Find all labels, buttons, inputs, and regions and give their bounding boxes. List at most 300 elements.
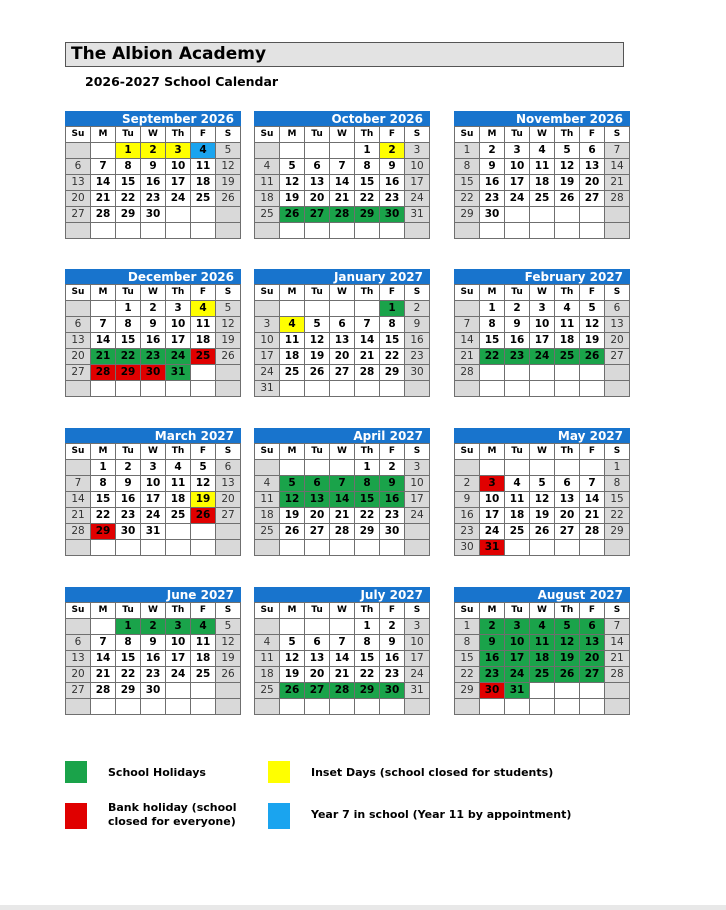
day-cell: 28	[330, 683, 355, 699]
day-cell: 13	[66, 175, 91, 191]
day-cell: 22	[116, 349, 141, 365]
empty-day-cell	[480, 365, 505, 381]
day-cell: 29	[116, 365, 141, 381]
day-cell: 28	[91, 207, 116, 223]
day-cell: 13	[216, 476, 241, 492]
weekday-header: W	[141, 444, 166, 460]
empty-day-cell	[116, 699, 141, 715]
month-calendar	[65, 428, 241, 556]
day-cell: 1	[455, 143, 480, 159]
day-cell: 29	[605, 524, 630, 540]
empty-day-cell	[166, 223, 191, 239]
day-cell: 11	[166, 476, 191, 492]
day-cell: 19	[280, 191, 305, 207]
weekday-header: F	[580, 127, 605, 143]
weekday-header: Th	[166, 285, 191, 301]
day-cell: 19	[530, 508, 555, 524]
weekday-header: W	[330, 127, 355, 143]
day-cell: 12	[555, 159, 580, 175]
day-cell: 3	[405, 143, 430, 159]
day-cell: 15	[116, 333, 141, 349]
empty-day-cell	[191, 381, 216, 397]
empty-day-cell	[580, 540, 605, 556]
empty-day-cell	[191, 699, 216, 715]
empty-day-cell	[555, 683, 580, 699]
month-title: August 2027	[454, 587, 630, 602]
day-cell: 4	[255, 476, 280, 492]
day-cell: 11	[505, 492, 530, 508]
day-cell: 14	[605, 635, 630, 651]
empty-day-cell	[605, 699, 630, 715]
day-cell: 12	[280, 651, 305, 667]
weekday-header: W	[530, 285, 555, 301]
day-cell: 4	[255, 159, 280, 175]
month-calendar	[254, 111, 430, 239]
day-cell: 22	[455, 667, 480, 683]
day-cell: 29	[91, 524, 116, 540]
month-calendar	[454, 111, 630, 239]
day-cell: 10	[255, 333, 280, 349]
day-cell: 4	[530, 619, 555, 635]
day-cell: 13	[66, 333, 91, 349]
day-cell: 10	[505, 159, 530, 175]
day-cell: 4	[255, 635, 280, 651]
day-cell: 3	[166, 301, 191, 317]
day-cell: 17	[166, 333, 191, 349]
empty-day-cell	[580, 381, 605, 397]
empty-day-cell	[355, 381, 380, 397]
day-cell: 24	[166, 667, 191, 683]
day-cell: 29	[455, 207, 480, 223]
empty-day-cell	[66, 540, 91, 556]
empty-day-cell	[605, 365, 630, 381]
empty-day-cell	[166, 699, 191, 715]
day-cell: 28	[605, 667, 630, 683]
weekday-header: Th	[166, 127, 191, 143]
weekday-header: Tu	[505, 603, 530, 619]
day-cell: 22	[605, 508, 630, 524]
empty-day-cell	[91, 540, 116, 556]
empty-day-cell	[505, 540, 530, 556]
day-cell: 26	[216, 349, 241, 365]
weekday-header: F	[380, 603, 405, 619]
day-cell: 28	[605, 191, 630, 207]
empty-day-cell	[555, 381, 580, 397]
day-cell: 28	[455, 365, 480, 381]
day-cell: 11	[191, 635, 216, 651]
day-cell: 7	[91, 159, 116, 175]
day-cell: 12	[216, 317, 241, 333]
empty-day-cell	[280, 540, 305, 556]
empty-day-cell	[305, 619, 330, 635]
day-cell: 20	[330, 349, 355, 365]
empty-day-cell	[280, 460, 305, 476]
day-cell: 18	[530, 651, 555, 667]
weekday-header: M	[91, 444, 116, 460]
day-cell: 2	[141, 143, 166, 159]
day-cell: 2	[480, 143, 505, 159]
day-cell: 6	[330, 317, 355, 333]
day-cell: 25	[191, 349, 216, 365]
day-cell: 12	[280, 492, 305, 508]
day-cell: 10	[141, 476, 166, 492]
empty-day-cell	[480, 381, 505, 397]
day-cell: 17	[505, 651, 530, 667]
day-cell: 7	[355, 317, 380, 333]
weekday-header: S	[605, 603, 630, 619]
day-cell: 8	[455, 635, 480, 651]
day-cell: 27	[580, 667, 605, 683]
weekday-header: Su	[255, 127, 280, 143]
day-cell: 15	[605, 492, 630, 508]
weekday-header: M	[480, 285, 505, 301]
day-cell: 14	[330, 651, 355, 667]
day-cell: 29	[116, 683, 141, 699]
empty-day-cell	[66, 143, 91, 159]
weekday-header: M	[91, 285, 116, 301]
day-cell: 5	[305, 317, 330, 333]
day-cell: 19	[580, 333, 605, 349]
day-cell: 31	[480, 540, 505, 556]
day-cell: 3	[255, 317, 280, 333]
day-cell: 8	[480, 317, 505, 333]
day-cell: 17	[480, 508, 505, 524]
day-cell: 15	[355, 651, 380, 667]
day-cell: 14	[355, 333, 380, 349]
day-cell: 16	[405, 333, 430, 349]
day-cell: 27	[66, 365, 91, 381]
day-cell: 8	[355, 159, 380, 175]
weekday-header: M	[280, 603, 305, 619]
day-cell: 8	[380, 317, 405, 333]
empty-day-cell	[355, 301, 380, 317]
month-grid	[254, 443, 430, 556]
weekday-header: W	[330, 603, 355, 619]
day-cell: 31	[166, 365, 191, 381]
day-cell: 24	[166, 349, 191, 365]
weekday-header: S	[605, 127, 630, 143]
weekday-header: S	[216, 603, 241, 619]
month-calendar	[454, 428, 630, 556]
empty-day-cell	[216, 365, 241, 381]
day-cell: 16	[480, 175, 505, 191]
day-cell: 12	[580, 317, 605, 333]
day-cell: 30	[455, 540, 480, 556]
weekday-header: Su	[255, 285, 280, 301]
day-cell: 8	[116, 317, 141, 333]
day-cell: 14	[330, 492, 355, 508]
day-cell: 27	[305, 683, 330, 699]
day-cell: 18	[191, 175, 216, 191]
day-cell: 17	[405, 651, 430, 667]
day-cell: 28	[91, 683, 116, 699]
day-cell: 18	[166, 492, 191, 508]
weekday-header: M	[480, 127, 505, 143]
day-cell: 13	[580, 159, 605, 175]
empty-day-cell	[191, 524, 216, 540]
day-cell: 26	[280, 683, 305, 699]
day-cell: 16	[141, 175, 166, 191]
day-cell: 21	[605, 651, 630, 667]
empty-day-cell	[530, 460, 555, 476]
day-cell: 13	[305, 651, 330, 667]
empty-day-cell	[405, 699, 430, 715]
empty-day-cell	[530, 223, 555, 239]
day-cell: 8	[355, 476, 380, 492]
day-cell: 19	[191, 492, 216, 508]
empty-day-cell	[405, 381, 430, 397]
day-cell: 16	[505, 333, 530, 349]
day-cell: 23	[480, 667, 505, 683]
day-cell: 3	[405, 619, 430, 635]
empty-day-cell	[191, 207, 216, 223]
weekday-header: Su	[455, 444, 480, 460]
weekday-header: F	[191, 603, 216, 619]
day-cell: 22	[355, 191, 380, 207]
empty-day-cell	[116, 381, 141, 397]
day-cell: 3	[505, 619, 530, 635]
day-cell: 13	[305, 175, 330, 191]
day-cell: 5	[280, 159, 305, 175]
day-cell: 25	[191, 667, 216, 683]
empty-day-cell	[505, 365, 530, 381]
weekday-header: Th	[355, 603, 380, 619]
month-calendar	[254, 428, 430, 556]
month-grid	[65, 284, 241, 397]
day-cell: 9	[405, 317, 430, 333]
day-cell: 27	[330, 365, 355, 381]
day-cell: 25	[530, 191, 555, 207]
empty-day-cell	[480, 460, 505, 476]
weekday-header: Th	[355, 444, 380, 460]
empty-day-cell	[280, 301, 305, 317]
weekday-header: Tu	[505, 444, 530, 460]
weekday-header: Su	[255, 603, 280, 619]
day-cell: 18	[555, 333, 580, 349]
day-cell: 7	[455, 317, 480, 333]
day-cell: 7	[605, 143, 630, 159]
weekday-header: W	[330, 444, 355, 460]
day-cell: 31	[405, 683, 430, 699]
day-cell: 26	[305, 365, 330, 381]
day-cell: 5	[191, 460, 216, 476]
month-calendar	[254, 269, 430, 397]
day-cell: 10	[166, 635, 191, 651]
day-cell: 3	[505, 143, 530, 159]
month-grid	[254, 126, 430, 239]
day-cell: 5	[216, 301, 241, 317]
day-cell: 25	[280, 365, 305, 381]
day-cell: 9	[505, 317, 530, 333]
day-cell: 30	[405, 365, 430, 381]
empty-day-cell	[66, 699, 91, 715]
day-cell: 6	[555, 476, 580, 492]
empty-day-cell	[530, 381, 555, 397]
day-cell: 29	[380, 365, 405, 381]
day-cell: 22	[116, 191, 141, 207]
empty-day-cell	[330, 381, 355, 397]
day-cell: 5	[216, 143, 241, 159]
weekday-header: S	[216, 444, 241, 460]
day-cell: 21	[66, 508, 91, 524]
empty-day-cell	[330, 619, 355, 635]
day-cell: 14	[580, 492, 605, 508]
day-cell: 6	[305, 476, 330, 492]
legend-bank-holiday	[108, 801, 236, 829]
day-cell: 23	[380, 667, 405, 683]
day-cell: 12	[216, 159, 241, 175]
day-cell: 9	[141, 635, 166, 651]
empty-day-cell	[355, 699, 380, 715]
day-cell: 19	[555, 651, 580, 667]
day-cell: 25	[505, 524, 530, 540]
day-cell: 3	[166, 619, 191, 635]
day-cell: 26	[530, 524, 555, 540]
weekday-header: F	[380, 285, 405, 301]
day-cell: 5	[216, 619, 241, 635]
weekday-header: W	[141, 285, 166, 301]
day-cell: 20	[66, 349, 91, 365]
empty-day-cell	[255, 460, 280, 476]
weekday-header: Tu	[305, 285, 330, 301]
empty-day-cell	[405, 540, 430, 556]
empty-day-cell	[330, 223, 355, 239]
day-cell: 4	[280, 317, 305, 333]
day-cell: 28	[330, 207, 355, 223]
day-cell: 4	[191, 143, 216, 159]
day-cell: 13	[330, 333, 355, 349]
day-cell: 17	[505, 175, 530, 191]
empty-day-cell	[91, 223, 116, 239]
weekday-header: M	[280, 444, 305, 460]
day-cell: 19	[216, 651, 241, 667]
month-calendar	[65, 269, 241, 397]
day-cell: 15	[480, 333, 505, 349]
day-cell: 1	[116, 301, 141, 317]
day-cell: 1	[116, 619, 141, 635]
day-cell: 25	[255, 683, 280, 699]
weekday-header: F	[580, 603, 605, 619]
day-cell: 4	[555, 301, 580, 317]
day-cell: 7	[91, 317, 116, 333]
month-calendar	[65, 587, 241, 715]
empty-day-cell	[505, 699, 530, 715]
empty-day-cell	[555, 365, 580, 381]
day-cell: 18	[255, 191, 280, 207]
day-cell: 10	[505, 635, 530, 651]
day-cell: 6	[66, 635, 91, 651]
weekday-header: Tu	[116, 603, 141, 619]
empty-day-cell	[305, 301, 330, 317]
day-cell: 25	[191, 191, 216, 207]
weekday-header: Th	[555, 444, 580, 460]
day-cell: 11	[255, 492, 280, 508]
empty-day-cell	[255, 540, 280, 556]
day-cell: 15	[380, 333, 405, 349]
day-cell: 1	[480, 301, 505, 317]
empty-day-cell	[216, 683, 241, 699]
weekday-header: Su	[66, 127, 91, 143]
day-cell: 9	[141, 159, 166, 175]
legend-bank-holiday-line2: closed for everyone)	[108, 815, 236, 828]
empty-day-cell	[216, 207, 241, 223]
empty-day-cell	[280, 143, 305, 159]
day-cell: 11	[530, 635, 555, 651]
day-cell: 15	[455, 175, 480, 191]
month-title: January 2027	[254, 269, 430, 284]
weekday-header: Th	[555, 603, 580, 619]
weekday-header: S	[405, 127, 430, 143]
empty-day-cell	[455, 460, 480, 476]
day-cell: 8	[116, 159, 141, 175]
day-cell: 3	[166, 143, 191, 159]
day-cell: 19	[555, 175, 580, 191]
empty-day-cell	[330, 301, 355, 317]
day-cell: 1	[355, 460, 380, 476]
day-cell: 23	[380, 191, 405, 207]
day-cell: 2	[480, 619, 505, 635]
day-cell: 25	[530, 667, 555, 683]
day-cell: 24	[480, 524, 505, 540]
empty-day-cell	[305, 143, 330, 159]
weekday-header: Su	[66, 444, 91, 460]
day-cell: 27	[216, 508, 241, 524]
month-grid	[454, 284, 630, 397]
month-grid	[254, 602, 430, 715]
weekday-header: Th	[555, 285, 580, 301]
month-title: March 2027	[65, 428, 241, 443]
month-calendar	[454, 587, 630, 715]
empty-day-cell	[280, 699, 305, 715]
empty-day-cell	[330, 540, 355, 556]
day-cell: 5	[280, 476, 305, 492]
day-cell: 23	[480, 191, 505, 207]
day-cell: 10	[166, 317, 191, 333]
month-grid	[65, 126, 241, 239]
day-cell: 16	[116, 492, 141, 508]
day-cell: 1	[355, 619, 380, 635]
empty-day-cell	[405, 223, 430, 239]
day-cell: 9	[480, 635, 505, 651]
month-title: November 2026	[454, 111, 630, 126]
day-cell: 28	[91, 365, 116, 381]
month-title: October 2026	[254, 111, 430, 126]
empty-day-cell	[355, 540, 380, 556]
day-cell: 29	[355, 524, 380, 540]
day-cell: 29	[355, 207, 380, 223]
day-cell: 20	[305, 667, 330, 683]
weekday-header: S	[605, 285, 630, 301]
weekday-header: M	[480, 603, 505, 619]
month-calendar	[65, 111, 241, 239]
empty-day-cell	[330, 143, 355, 159]
day-cell: 14	[91, 651, 116, 667]
day-cell: 31	[505, 683, 530, 699]
legend-school-holidays: School Holidays	[108, 766, 206, 779]
month-grid	[454, 126, 630, 239]
day-cell: 25	[255, 207, 280, 223]
day-cell: 8	[605, 476, 630, 492]
empty-day-cell	[116, 540, 141, 556]
weekday-header: F	[380, 127, 405, 143]
day-cell: 1	[455, 619, 480, 635]
day-cell: 11	[255, 651, 280, 667]
weekday-header: Tu	[116, 285, 141, 301]
day-cell: 1	[355, 143, 380, 159]
weekday-header: S	[405, 603, 430, 619]
day-cell: 5	[580, 301, 605, 317]
day-cell: 6	[66, 317, 91, 333]
